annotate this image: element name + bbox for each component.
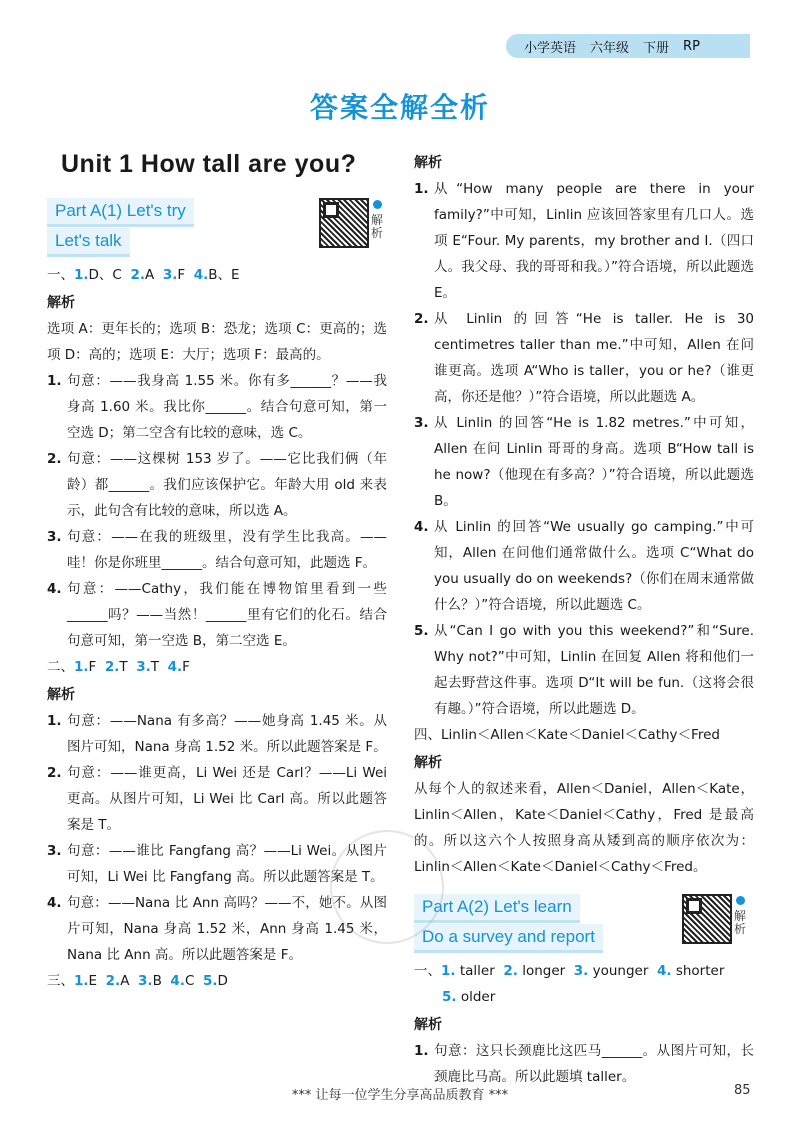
unit-title: Unit 1 How tall are you?	[61, 150, 357, 178]
qr-code-icon[interactable]	[682, 894, 732, 944]
answer-number: 2.	[130, 267, 145, 283]
section-label: 一、	[47, 267, 74, 283]
item-number: 1.	[414, 181, 429, 197]
play-icon	[736, 896, 745, 905]
section-label: 二、	[47, 659, 74, 675]
answer-value: shorter	[675, 963, 725, 979]
list-item	[47, 708, 387, 760]
answer-value: A	[120, 973, 130, 989]
item-text: 句意：——我身高 1.55 米。你有多______？——我身高 1.60 米。我比你______。结合句意可知，第一空选 D；第二空含有比较的意味，选 C。	[67, 373, 387, 441]
part-subtitle: Do a survey and report	[414, 924, 603, 953]
answer-number: 5.	[442, 989, 457, 1005]
footer-slogan: *** 让每一位学生分享高品质教育 ***	[291, 1088, 509, 1103]
section-1-answers	[47, 262, 387, 288]
answer-value: younger	[592, 963, 649, 979]
answer-number: 3.	[136, 659, 151, 675]
item-number: 1.	[47, 713, 62, 729]
answer-value: T	[119, 659, 128, 675]
answer-number: 4.	[193, 267, 209, 283]
answer-value: F	[182, 659, 190, 675]
edition-label: RP	[683, 38, 700, 54]
item-text: 从“Can I go with you this weekend?”和“Sure. Why not?”中可知，Linlin 在回复 Allen 将和他们一起去野营这件事。选项 D“It will be fun.（这将会很有趣。）”符合语境，所以此题选 D。	[434, 623, 754, 717]
item-number: 3.	[414, 415, 429, 431]
volume-label: 下册	[643, 40, 670, 56]
qr-label: 解析	[371, 213, 384, 240]
item-text: 句意：——谁更高，Li Wei 还是 Carl？——Li Wei 更高。从图片可知，Li Wei 比 Carl 高。所以此题答案是 T。	[67, 765, 387, 833]
part-title: Part A(1) Let's try	[47, 198, 194, 227]
list-item	[414, 618, 754, 722]
answer-number: 2.	[105, 973, 121, 989]
part-title: Part A(2) Let's learn	[414, 894, 580, 923]
answer-number: 2.	[104, 659, 120, 675]
section-3-answers	[47, 968, 387, 994]
analysis-text: 从每个人的叙述来看，Allen＜Daniel，Allen＜Kate，Linlin＜Allen，Kate＜Daniel＜Cathy，Fred 是最高的。所以这六个人按照身高从矮到高的顺序依次为：Linlin＜Allen＜Kate＜Daniel＜Cathy＜Fred。	[414, 781, 754, 875]
item-number: 2.	[414, 311, 429, 327]
list-item	[414, 514, 754, 618]
item-text: 句意：——Nana 有多高？——她身高 1.45 米。从图片可知，Nana 身高 1.52 米。所以此题答案是 F。	[67, 713, 387, 755]
item-number: 2.	[47, 765, 62, 781]
answer-value: longer	[522, 963, 566, 979]
list-item	[47, 368, 387, 446]
list-item	[47, 524, 387, 576]
list-item	[414, 176, 754, 306]
answer-value: C	[184, 973, 195, 989]
options-explanation: 选项 A：更年长的；选项 B：恐龙；选项 C：更高的；选项 D：高的；选项 E：大厅；选项 F：最高的。	[47, 321, 387, 363]
header-bar	[506, 34, 750, 58]
answer-number: 1.	[74, 267, 89, 283]
grade-label: 六年级	[590, 40, 630, 56]
analysis-heading: 解析	[47, 687, 75, 703]
answer-value: B	[152, 973, 162, 989]
item-number: 1.	[47, 373, 62, 389]
item-text: 句意：——Cathy，我们能在博物馆里看到一些______吗？——当然！______里有它们的化石。结合句意可知，第一空选 B，第二空选 E。	[67, 581, 387, 649]
item-text: 句意：——Nana 比 Ann 高吗？——不，她不。从图片可知，Nana 身高 1.52 米，Ann 身高 1.45 米，Nana 比 Ann 高。所以此题答案是 F。	[67, 895, 387, 963]
analysis-heading: 解析	[414, 1017, 442, 1033]
item-number: 5.	[414, 623, 429, 639]
answer-number: 4.	[170, 973, 185, 989]
answer-value: F	[88, 659, 97, 675]
answer-number: 3.	[138, 973, 153, 989]
answer-number: 1.	[441, 963, 456, 979]
section-label: 四、	[414, 727, 441, 743]
item-text: 句意：这只长颈鹿比这匹马______。从图片可知，长颈鹿比马高。所以此题填 taller。	[434, 1043, 754, 1085]
list-item	[47, 446, 387, 524]
answer-value: D	[217, 973, 228, 989]
section-label: 一、	[414, 963, 441, 979]
item-number: 1.	[414, 1043, 429, 1059]
right-column	[414, 148, 754, 1090]
section-5-answers	[414, 958, 754, 1010]
item-number: 3.	[47, 843, 62, 859]
answer-number: 4.	[657, 963, 672, 979]
play-icon	[373, 200, 382, 209]
page-number: 85	[734, 1083, 751, 1098]
item-number: 4.	[47, 581, 62, 597]
answer-number: 1.	[74, 973, 89, 989]
answer-value: B、E	[208, 267, 240, 283]
item-number: 4.	[414, 519, 429, 535]
answer-number: 3.	[573, 963, 589, 979]
list-item	[47, 576, 387, 654]
section-2-answers	[47, 654, 387, 680]
item-text: 句意：——在我的班级里，没有学生比我高。——哇！你是你班里______。结合句意可知，此题选 F。	[67, 529, 387, 571]
answer-value: taller	[459, 963, 495, 979]
answer-number: 5.	[202, 973, 218, 989]
part-heading	[47, 194, 387, 256]
answer-value: A	[144, 267, 155, 283]
answer-value: D、C	[88, 267, 122, 283]
list-item	[414, 1038, 754, 1090]
item-number: 3.	[47, 529, 62, 545]
answer-number: 1.	[74, 659, 89, 675]
answer-number: 2.	[503, 963, 518, 979]
list-item	[47, 760, 387, 838]
answer-value: F	[177, 267, 186, 283]
list-item	[414, 306, 754, 410]
item-text: 句意：——谁比 Fangfang 高？——Li Wei。从图片可知，Li Wei 比 Fangfang 高。所以此题答案是 T。	[67, 843, 387, 885]
item-text: 从“How many people are there in your family?”中可知，Linlin 应该回答家里有几口人。选项 E“Four. My parents，my brother and I.（四口人。我父母、我的哥哥和我。）”符合语境，所以此题选 E。	[434, 181, 754, 301]
qr-label: 解析	[734, 909, 747, 936]
item-text: 从 Linlin 的回答“He is taller. He is 30 centimetres taller than me.”中可知，Allen 在问谁更高。选项 A“Who is taller，you or he?（谁更高，你还是他？）”符合语境，所以此题选 A。	[434, 311, 754, 405]
subject-label: 小学英语	[524, 40, 577, 56]
item-text: 从 Linlin 的回答“He is 1.82 metres.”中可知，Allen 在问 Linlin 哥哥的身高。选项 B“How tall is he now?（他现在有多高？）”符合语境，所以此题选 B。	[434, 415, 754, 509]
part-heading	[414, 890, 754, 952]
analysis-heading: 解析	[414, 755, 442, 771]
answer-value: T	[150, 659, 160, 675]
section-4-answer	[414, 722, 754, 748]
answer-value: Linlin＜Allen＜Kate＜Daniel＜Cathy＜Fred	[441, 727, 720, 743]
list-item	[414, 410, 754, 514]
page-title: 答案全解全析	[309, 91, 490, 124]
item-number: 2.	[47, 451, 62, 467]
section-label: 三、	[47, 973, 74, 989]
item-number: 4.	[47, 895, 62, 911]
answer-number: 3.	[162, 267, 178, 283]
item-text: 从 Linlin 的回答“We usually go camping.”中可知，Allen 在问他们通常做什么。选项 C“What do you usually do on weekends?（你们在周末通常做什么？）”符合语境，所以此题选 C。	[434, 519, 754, 613]
part-subtitle: Let's talk	[47, 228, 130, 257]
item-text: 句意：——这棵树 153 岁了。——它比我们俩（年龄）都______。我们应该保护它。年龄大用 old 来表示，此句含有比较的意味，所以选 A。	[67, 451, 387, 519]
qr-code-icon[interactable]	[319, 198, 369, 248]
answer-value: older	[460, 989, 496, 1005]
answer-number: 4.	[167, 659, 183, 675]
analysis-heading: 解析	[47, 295, 75, 311]
answer-value: E	[88, 973, 98, 989]
analysis-heading: 解析	[414, 155, 442, 171]
